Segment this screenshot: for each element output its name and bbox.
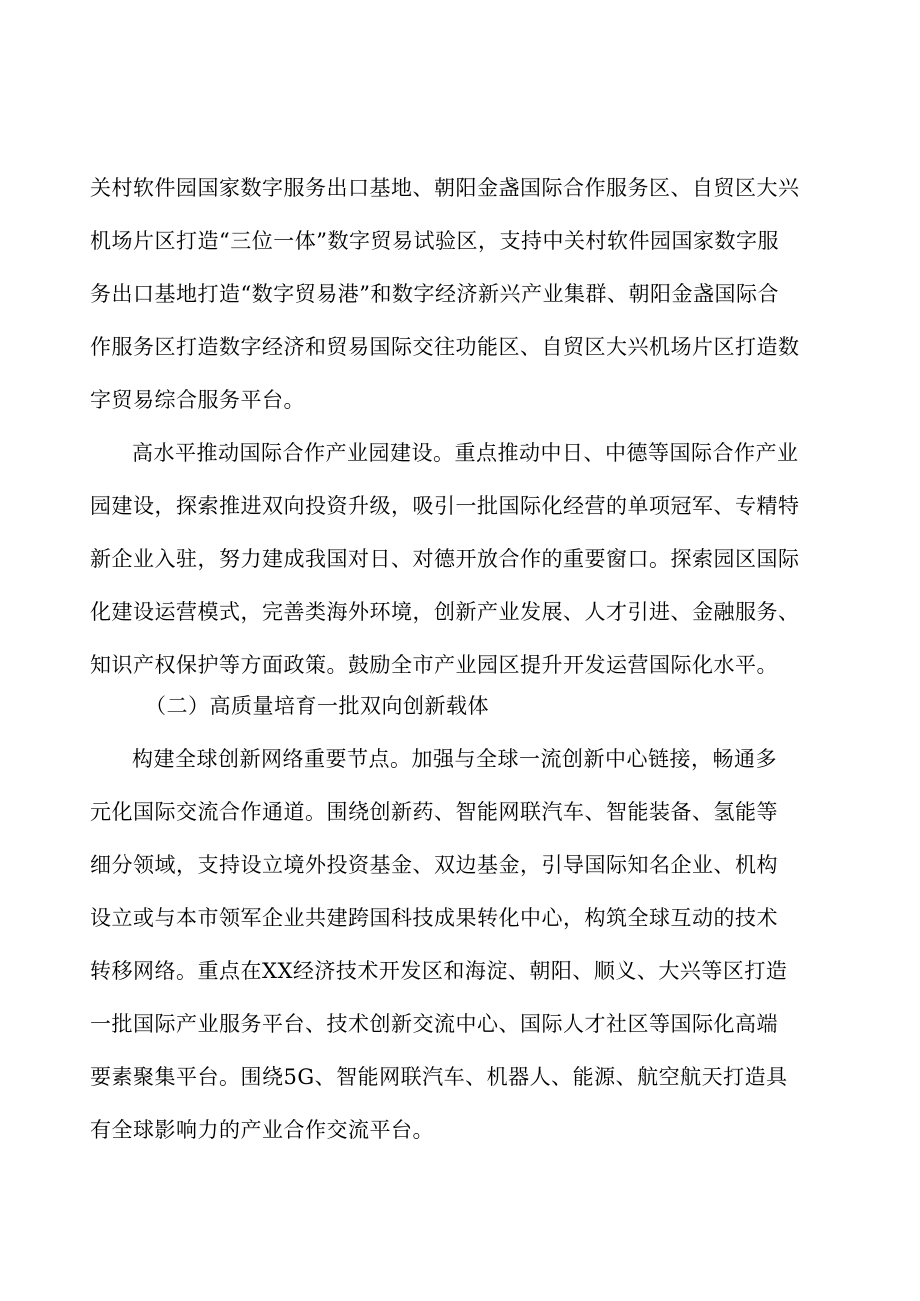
paragraph-line: 设立或与本市领军企业共建跨国科技成果转化中心，构筑全球互动的技术	[90, 906, 778, 930]
paragraph-line: 化建设运营模式，完善类海外环境，创新产业发展、人才引进、金融服务、	[90, 600, 800, 624]
paragraph-line: 机场片区打造“三位一体”数字贸易试验区，支持中关村软件园国家数字服	[90, 229, 779, 253]
paragraph-line: 高水平推动国际合作产业园建设。重点推动中日、中德等国际合作产业	[132, 441, 799, 465]
paragraph-line: 构建全球创新网络重要节点。加强与全球一流创新中心链接，畅通多	[132, 747, 777, 771]
paragraph-line: 元化国际交流合作通道。围绕创新药、智能网联汽车、智能装备、氢能等	[90, 800, 778, 824]
paragraph-line: 作服务区打造数字经济和贸易国际交往功能区、自贸区大兴机场片区打造数	[90, 335, 800, 359]
section-heading: （二）高质量培育一批双向创新载体	[145, 694, 489, 718]
paragraph-line: 新企业入驻，努力建成我国对日、对德开放合作的重要窗口。探索园区国际	[90, 547, 800, 571]
paragraph-line: 务出口基地打造“数字贸易港”和数字经济新兴产业集群、朝阳金盏国际合	[90, 282, 779, 306]
paragraph-line: 一批国际产业服务平台、技术创新交流中心、国际人才社区等国际化高端	[90, 1012, 778, 1036]
paragraph-line: 知识产权保护等方面政策。鼓励全市产业园区提升开发运营国际化水平。	[90, 653, 778, 677]
paragraph-line: 转移网络。重点在XX经济技术开发区和海淀、朝阳、顺义、大兴等区打造	[90, 959, 788, 983]
paragraph-line: 有全球影响力的产业合作交流平台。	[90, 1118, 434, 1142]
paragraph-line: 园建设，探索推进双向投资升级，吸引一批国际化经营的单项冠军、专精特	[90, 494, 800, 518]
paragraph-line: 细分领域，支持设立境外投资基金、双边基金，引导国际知名企业、机构	[90, 853, 778, 877]
paragraph-line: 关村软件园国家数字服务出口基地、朝阳金盏国际合作服务区、自贸区大兴	[90, 176, 800, 200]
paragraph-line: 字贸易综合服务平台。	[90, 388, 305, 412]
paragraph-line: 要素聚集平台。围绕5G、智能网联汽车、机器人、能源、航空航天打造具	[90, 1065, 788, 1089]
